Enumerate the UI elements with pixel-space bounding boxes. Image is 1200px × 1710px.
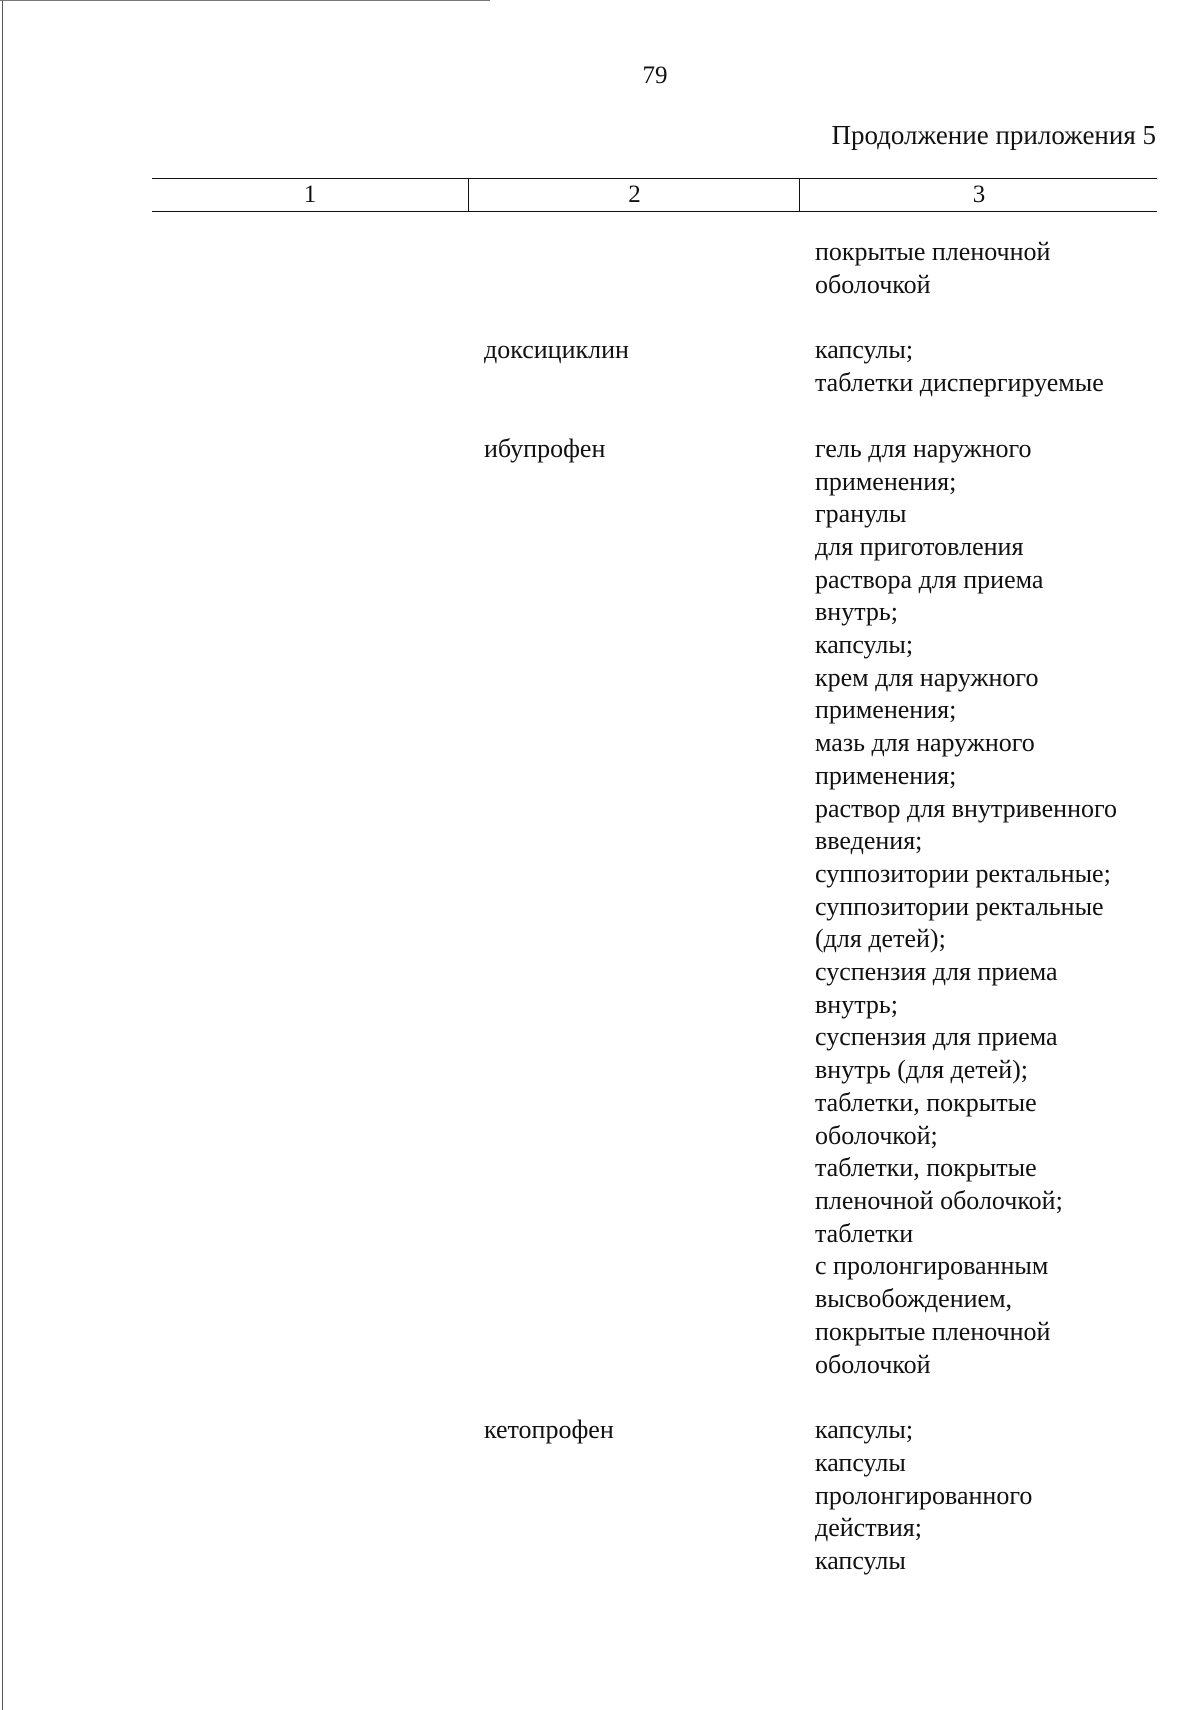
scan-edge-top <box>0 0 490 1</box>
dosage-form-line: действия; <box>815 1513 922 1543</box>
dosage-form-line: суппозитории ректальные <box>815 891 1104 921</box>
dosage-form-line: покрытые пленочной <box>815 1316 1051 1346</box>
table-header-col-1: 1 <box>303 181 317 208</box>
dosage-forms <box>815 1414 1032 1578</box>
dosage-form-line: суспензия для приема <box>815 957 1058 987</box>
dosage-form-line: высвобождением, <box>815 1284 1013 1314</box>
dosage-form-line: раствора для приема <box>815 564 1044 594</box>
table-row <box>0 433 1200 1381</box>
table-header <box>152 178 1157 212</box>
dosage-form-line: для приготовления <box>815 531 1024 561</box>
continuation-label: Продолжение приложения 5 <box>831 120 1156 150</box>
drug-name: ибупрофен <box>484 433 606 463</box>
dosage-forms <box>815 334 1104 399</box>
dosage-form-line: внутрь (для детей); <box>815 1055 1029 1085</box>
table-header-col-2: 2 <box>468 179 800 211</box>
dosage-form-line: гель для наружного <box>815 433 1032 463</box>
dosage-forms <box>815 236 1050 301</box>
dosage-form-line: капсулы; <box>815 335 914 365</box>
dosage-form-line: крем для наружного <box>815 662 1039 692</box>
dosage-forms <box>815 433 1117 1381</box>
dosage-form-line: гранулы <box>815 499 907 529</box>
table-body <box>0 236 1200 1611</box>
page-number: 79 <box>642 62 668 89</box>
dosage-form-line: применения; <box>815 695 957 725</box>
dosage-form-line: применения; <box>815 760 957 790</box>
table-row <box>0 236 1200 301</box>
dosage-form-line: внутрь; <box>815 989 898 1019</box>
dosage-form-line: таблетки <box>815 1218 914 1248</box>
dosage-form-line: применения; <box>815 466 957 496</box>
dosage-form-line: пролонгированного <box>815 1480 1033 1510</box>
table-row <box>0 334 1200 399</box>
table-header-col-3: 3 <box>799 179 1158 211</box>
dosage-form-line: раствор для внутривенного <box>815 793 1117 823</box>
dosage-form-line: таблетки диспергируемые <box>815 368 1104 398</box>
dosage-form-line: таблетки, покрытые <box>815 1087 1037 1117</box>
dosage-form-line: суспензия для приема <box>815 1022 1058 1052</box>
dosage-form-line: таблетки, покрытые <box>815 1153 1037 1183</box>
dosage-form-line: оболочкой <box>815 1349 931 1379</box>
dosage-form-line: оболочкой; <box>815 1120 938 1150</box>
dosage-form-line: введения; <box>815 826 923 856</box>
dosage-form-line: внутрь; <box>815 597 898 627</box>
drug-name: доксициклин <box>484 335 629 365</box>
dosage-form-line: капсулы; <box>815 630 914 660</box>
dosage-form-line: с пролонгированным <box>815 1251 1049 1281</box>
table-row <box>0 1414 1200 1578</box>
dosage-form-line: пленочной оболочкой; <box>815 1185 1063 1215</box>
dosage-form-line: (для детей); <box>815 924 946 954</box>
dosage-form-line: оболочкой <box>815 269 931 299</box>
dosage-form-line: капсулы <box>815 1546 906 1576</box>
dosage-form-line: покрытые пленочной <box>815 237 1051 266</box>
dosage-form-line: суппозитории ректальные; <box>815 858 1111 888</box>
dosage-form-line: капсулы; <box>815 1415 914 1445</box>
dosage-form-line: капсулы <box>815 1447 906 1477</box>
drug-name: кетопрофен <box>484 1415 614 1445</box>
dosage-form-line: мазь для наружного <box>815 728 1035 758</box>
